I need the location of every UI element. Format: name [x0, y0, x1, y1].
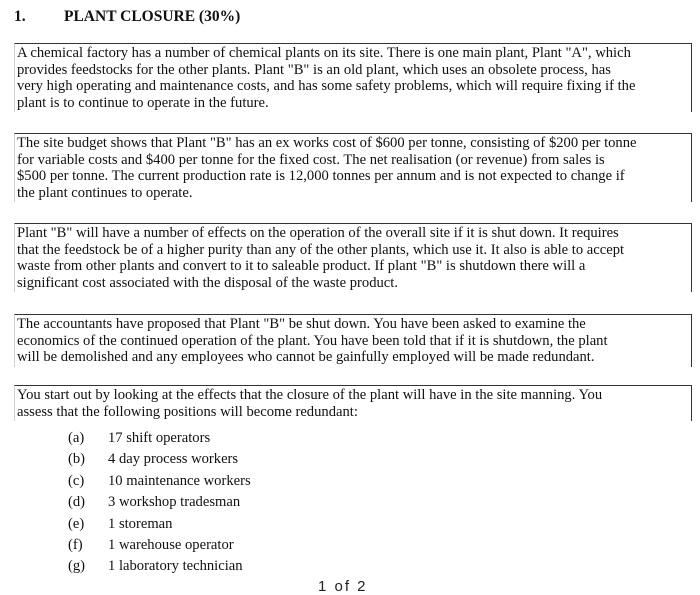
section-number: 1.: [14, 8, 26, 25]
redundant-positions-list: [68, 428, 251, 578]
paragraph-site-manning: [14, 385, 692, 421]
paragraph-line: significant cost associated with the disposal of the waste product.: [17, 274, 398, 291]
list-item-text: 3 workshop tradesman: [108, 494, 241, 511]
list-item: [68, 514, 251, 535]
paragraph-shutdown-effects: [14, 223, 692, 292]
list-item: [68, 492, 251, 513]
list-item-label: (f): [68, 536, 83, 553]
paragraph-site-budget: [14, 133, 692, 202]
list-item: [68, 428, 251, 449]
paragraph-accountants-proposal: [14, 314, 692, 367]
list-item-label: (c): [68, 472, 85, 489]
paragraph-line: The accountants have proposed that Plant "B" be shut down. You have been asked to examine the: [17, 316, 586, 332]
paragraph-line: will be demolished and any employees who cannot be gainfully employed will be made redundant.: [17, 349, 595, 366]
list-item-label: (a): [68, 430, 85, 446]
list-item-label: (b): [68, 451, 86, 468]
list-item-label: (e): [68, 515, 85, 532]
list-item-text: 1 laboratory technician: [108, 558, 243, 575]
paragraph-line: assess that the following positions will become redundant:: [17, 403, 358, 420]
section-title: PLANT CLOSURE (30%): [64, 8, 241, 25]
list-item-text: 1 warehouse operator: [108, 536, 234, 553]
section-heading: [14, 8, 240, 26]
list-item: [68, 471, 251, 492]
paragraph-line: plant is to continue to operate in the future.: [17, 94, 269, 111]
list-item: [68, 556, 251, 577]
paragraph-line: very high operating and maintenance costs, and has some safety problems, which will require fixing if the: [17, 78, 636, 95]
list-item: [68, 449, 251, 470]
paragraph-line: The site budget shows that Plant "B" has an ex works cost of $600 per tonne, consisting of $200 per tonne: [17, 135, 637, 151]
list-item-label: (d): [68, 494, 86, 511]
paragraph-line: the plant continues to operate.: [17, 184, 193, 201]
list-item-text: 10 maintenance workers: [108, 472, 251, 489]
paragraph-line: A chemical factory has a number of chemical plants on its site. There is one main plant, Plant "A", which: [17, 45, 631, 61]
list-item-label: (g): [68, 558, 86, 575]
paragraph-line: that the feedstock be of a higher purity than any of the other plants, which use it. It also is able to accept: [17, 241, 625, 258]
paragraph-line: provides feedstocks for the other plants. Plant "B" is an old plant, which uses an obsolete process, has: [17, 61, 611, 78]
paragraph-line: waste from other plants and convert to it to saleable product. If plant "B" is shutdown there will a: [17, 258, 586, 275]
paragraph-line: for variable costs and $400 per tonne for the fixed cost. The net realisation (or revenue) from sales is: [17, 151, 605, 168]
paragraph-line: You start out by looking at the effects that the closure of the plant will have in the site manning. You: [17, 387, 603, 403]
list-item: [68, 535, 251, 556]
list-item-text: 17 shift operators: [108, 430, 211, 446]
paragraph-line: economics of the continued operation of the plant. You have been told that if it is shutdown, the plant: [17, 332, 608, 349]
page-indicator: 1 of 2: [318, 578, 368, 595]
paragraph-plant-overview: [14, 43, 692, 112]
paragraph-line: $500 per tonne. The current production rate is 12,000 tonnes per annum and is not expected to change if: [17, 168, 625, 185]
list-item-text: 4 day process workers: [108, 451, 239, 468]
paragraph-line: Plant "B" will have a number of effects on the operation of the overall site if it is shut down. It requires: [17, 225, 619, 241]
list-item-text: 1 storeman: [108, 515, 173, 532]
